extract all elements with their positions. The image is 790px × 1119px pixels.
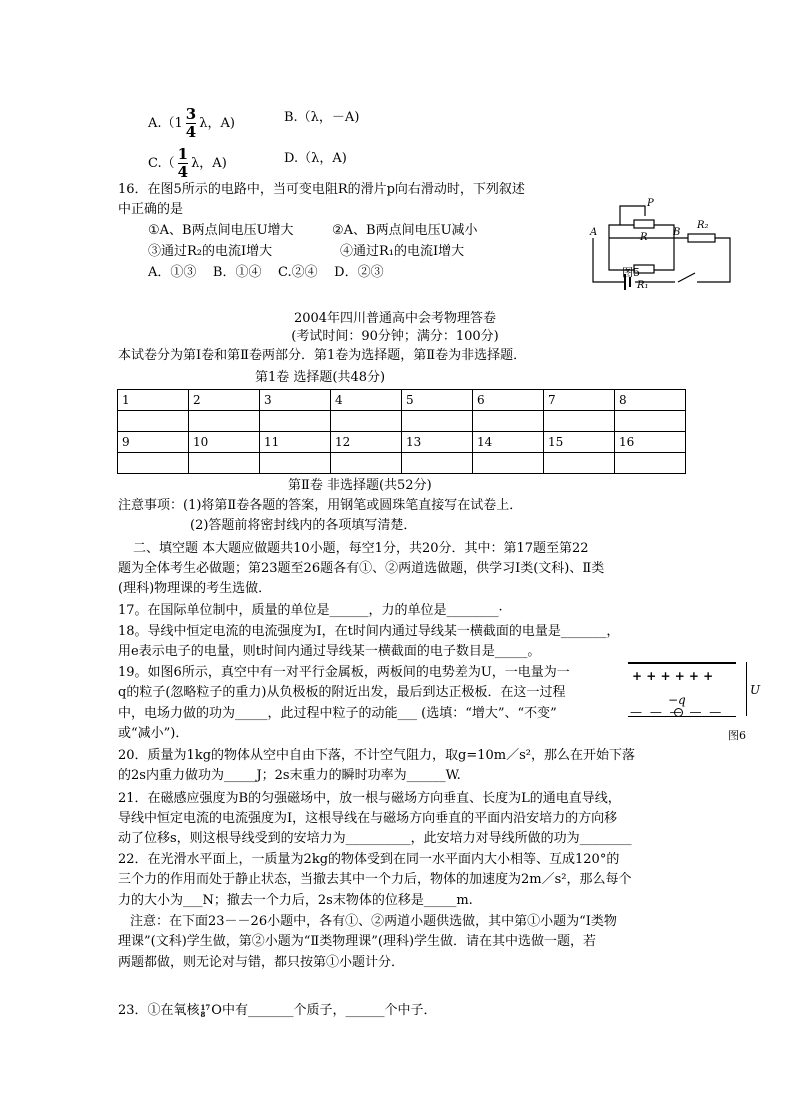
q22: 三个力的作用而处于静止状态，当撤去其中一个力后，物体的加速度为2m／s²，那么每个 xyxy=(118,872,632,887)
note: (2)答题前将密封线内的各项填写清楚． xyxy=(190,518,417,533)
denominator: 4 xyxy=(185,123,197,141)
text: A.（1 xyxy=(148,116,183,131)
q20: 的2s内重力做功为_____J；2s末重力的瞬时功率为______W. xyxy=(118,768,461,783)
denominator: 4 xyxy=(177,163,189,181)
note23: 理课”(文科)学生做，第②小题为“Ⅱ类物理课”(理科)学生做．请在其中选做一题，若 xyxy=(118,934,597,949)
cell: 3 xyxy=(260,390,331,411)
cell: 5 xyxy=(402,390,473,411)
cell: 14 xyxy=(473,432,544,453)
q23 xyxy=(118,1003,436,1019)
figure-6-caption: 图6 xyxy=(728,729,746,742)
text: C.（ xyxy=(148,156,175,171)
q16-choices: A．①③ B．①④ C.②④ D．②③ xyxy=(148,265,384,280)
note23: 注意：在下面23－－26小题中，各有①、②两道小题供选做，其中第①小题为“Ⅰ类物 xyxy=(130,914,617,929)
charge-label: −q xyxy=(668,693,686,707)
table-row xyxy=(118,390,686,411)
note: 注意事项：(1)将第Ⅱ卷各题的答案，用钢笔或圆珠笔直接写在试卷上． xyxy=(118,498,523,513)
svg-text:A: A xyxy=(590,227,598,238)
q17: 17。在国际单位制中，质量的单位是______，力的单位是________· xyxy=(118,603,503,618)
cell: 2 xyxy=(189,390,260,411)
mass-number: 17 xyxy=(200,1002,211,1012)
text: λ，A) xyxy=(191,156,227,171)
q19: 19。如图6所示，真空中有一对平行金属板，两板间的电势差为U，一电量为一 xyxy=(118,665,570,680)
figure-6 xyxy=(628,662,763,754)
voltage-label: U xyxy=(750,683,761,697)
svg-text:R₁: R₁ xyxy=(637,280,649,290)
cell: 9 xyxy=(118,432,189,453)
q15-option-b: B.（λ，－A) xyxy=(284,110,360,125)
element: O xyxy=(211,1003,222,1018)
table-row xyxy=(118,432,686,453)
q16-option: ②A、B两点间电压U减小 xyxy=(332,223,478,238)
q18: 18。导线中恒定电流的电流强度为I，在t时间内通过导线某一横截面的电量是_______， xyxy=(118,624,620,639)
minus-charges: — — — — — xyxy=(630,705,724,719)
cell: 12 xyxy=(331,432,402,453)
q18: 用e表示电子的电量，则t时间内通过导线某一横截面的电子数目是_____。 xyxy=(118,644,541,659)
part2-title: 第Ⅱ卷 非选择题(共52分) xyxy=(288,478,432,493)
q16-line: 16．在图5所示的电路中，当可变电阻R的滑片p向右滑动时，下列叙述 xyxy=(118,182,525,197)
cell: 11 xyxy=(260,432,331,453)
fraction xyxy=(178,146,188,181)
q22: 22．在光滑水平面上，一质量为2kg的物体受到在同一水平面内大小相等、互成120°的 xyxy=(118,852,620,867)
q20: 20．质量为1kg的物体从空中自由下落，不计空气阻力，取g=10m／s²，那么在开始下落 xyxy=(118,748,635,763)
numerator: 3 xyxy=(185,105,197,123)
q15-option-c xyxy=(148,146,227,181)
q21: 动了位移s，则这根导线受到的安培力为__________，此安培力对导线所做的功为________ xyxy=(118,831,632,846)
q21: 导线中恒定电流的电流强度为I，这根导线在与磁场方向垂直的平面内沿安培力的方向移 xyxy=(118,811,618,826)
svg-text:R₂: R₂ xyxy=(697,220,709,231)
text: λ，A) xyxy=(199,116,235,131)
plus-charges: + + + + + + xyxy=(632,669,714,683)
note23: 两题都做，则无论对与错，都只按第①小题计分． xyxy=(118,955,405,970)
part1-title: 第1卷 选择题(共48分) xyxy=(255,370,386,385)
cell: 8 xyxy=(615,390,686,411)
q16-option: ①A、B两点间电压U增大 xyxy=(148,223,294,238)
q16-line: 中正确的是 xyxy=(118,202,184,217)
q16-option: ④通过R₁的电流I增大 xyxy=(340,244,465,259)
q16-option: ③通过R₂的电流I增大 xyxy=(148,244,273,259)
svg-text:R: R xyxy=(640,232,648,243)
answer-row[interactable] xyxy=(118,453,686,474)
cell: 7 xyxy=(544,390,615,411)
q22: 力的大小为___N；撤去一个力后，2s末物体的位移是_____m. xyxy=(118,893,473,908)
exam-subtitle: (考试时间：90分钟；满分：100分) xyxy=(291,329,499,344)
answer-row[interactable] xyxy=(118,411,686,432)
cell: 4 xyxy=(331,390,402,411)
q19: q的粒子(忽略粒子的重力)从负极板的附近出发，最后到达正极板．在这一过程 xyxy=(118,685,566,700)
numerator: 1 xyxy=(177,145,189,163)
atomic-number: 8 xyxy=(200,1009,206,1019)
q15-option-d: D.（λ，A) xyxy=(284,151,347,166)
figure-5-caption: 图5 xyxy=(622,266,640,279)
cell: 10 xyxy=(189,432,260,453)
text: 23．①在氧核 xyxy=(118,1003,200,1018)
section-text: (理科)物理课的考生选做． xyxy=(118,581,272,596)
cell: 6 xyxy=(473,390,544,411)
section-text: 题为全体考生必做题；第23题至26题各有①、②两道选做题，供学习Ⅰ类(文科)、Ⅱ类 xyxy=(118,561,605,576)
cell: 15 xyxy=(544,432,615,453)
figure-5-circuit xyxy=(585,190,735,290)
fraction xyxy=(186,106,196,141)
q19: 中，电场力做的功为_____，此过程中粒子的动能___ (选填：“增大”、“不变” xyxy=(118,706,557,721)
text: 中有_______个质子，______个中子． xyxy=(221,1003,437,1018)
section-text: 二、填空题 本大题应做题共10小题，每空1分，共20分．其中：第17题至第22 xyxy=(133,541,589,556)
exam-title: 2004年四川普通高中会考物理答卷 xyxy=(293,311,497,326)
cell: 13 xyxy=(402,432,473,453)
exam-intro: 本试卷分为第Ⅰ卷和第Ⅱ卷两部分．第1卷为选择题，第Ⅱ卷为非选择题． xyxy=(118,348,527,363)
answer-table xyxy=(117,389,686,474)
svg-text:P: P xyxy=(647,198,654,209)
cell: 1 xyxy=(118,390,189,411)
cell: 16 xyxy=(615,432,686,453)
svg-text:B: B xyxy=(673,227,681,238)
q21: 21．在磁感应强度为B的匀强磁场中，放一根与磁场方向垂直、长度为L的通电直导线， xyxy=(118,791,621,806)
q15-option-a xyxy=(148,106,235,141)
q19: 或“减小”)． xyxy=(118,726,189,741)
